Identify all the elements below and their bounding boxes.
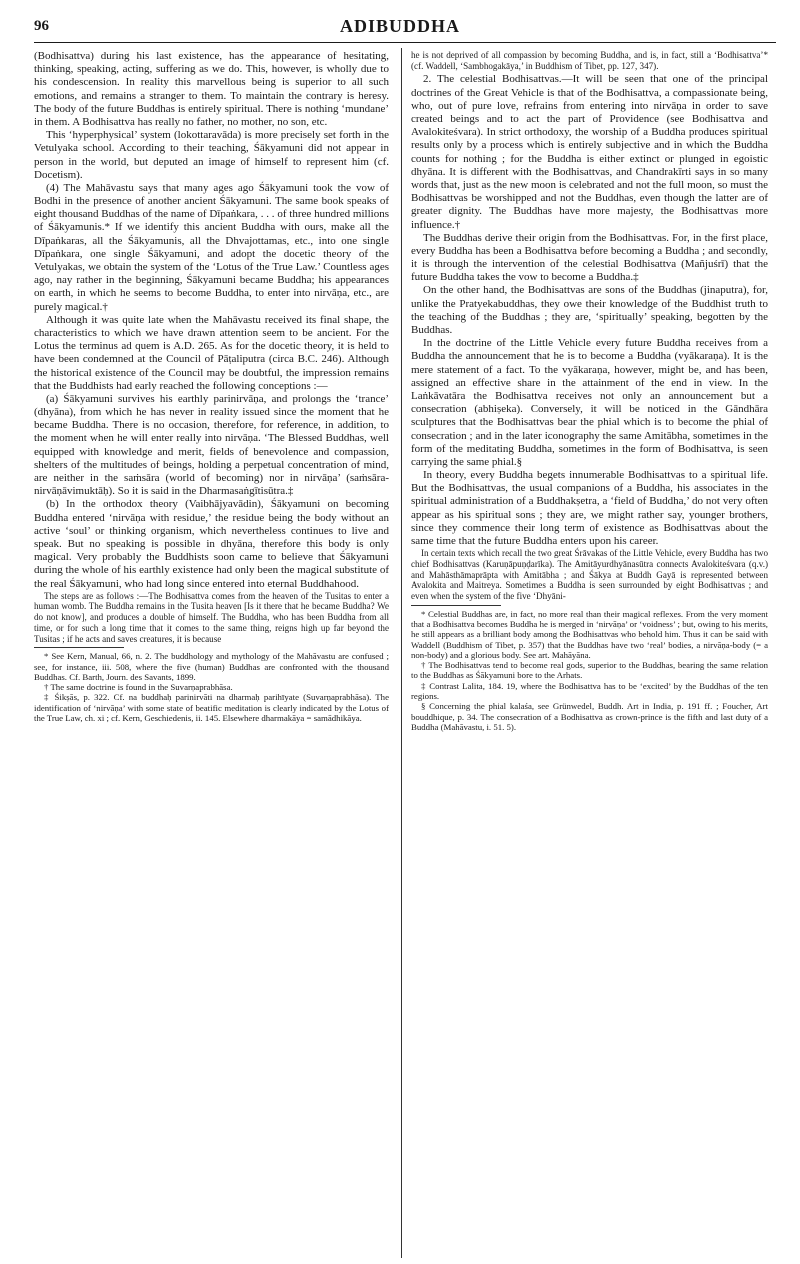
small-print-continuation — [411, 50, 768, 71]
body-paragraph: On the other hand, the Bodhisattvas are sons of the Buddhas (jinaputra), for, unlike the Pratyekabuddhas, they owe their knowledge of the Buddhist truth to the teaching of the Buddhas ; they are, ‘spiritually’ speaking, begotten by the Buddhas. — [411, 284, 768, 336]
footnotes — [34, 651, 389, 723]
right-column — [411, 50, 768, 1256]
footnote: † The same doctrine is found in the Suvarṇaprabhāsa. — [44, 682, 233, 693]
body-paragraph: (Bodhisattva) during his last existence, has the appearance of hesitating, thinking, speaking, acting, suffering as we do. This, however, is wholly due to his condescension. In reality this marvellous being is superior to all such emotions, and remains a stranger to them. To maintain the contrary is heresy. The body of the future Buddhas is entirely spiritual. There is nothing ‘mundane’ in them. A Bodhisattva has really no father, no mother, no son, etc. — [34, 50, 389, 128]
body-paragraph: In theory, every Buddha begets innumerable Bodhisattvas to a spiritual life. But the Bodhisattvas, the usual companions of a Buddha, his associates in the spiritual administration of a Buddhakṣetra, a ‘field of Buddha,’ do not very often appear as his spiritual sons ; they are, we might rather say, younger brothers, since they commence their long term of existence as Bodhisattvas about the same time that the future Buddha enters upon his career. — [411, 469, 768, 547]
body-paragraph: Although it was quite late when the Mahāvastu received its final shape, the characteristics to which we have drawn attention seem to be ancient. For the Lotus the terminus ad quem is A.D. 265. As for the docetic theory, it is held to have been condemned at the Council of Pāṭaliputra (circa B.C. 246). Although the historical existence of the Council may be doubtful, the impression remains that the Buddhists had early reached the following conceptions :— — [34, 313, 389, 392]
header-rule — [34, 42, 776, 43]
small-print-paragraph: he is not deprived of all compassion by becoming Buddha, and is, in fact, still a ‘Bodhisattva’* (cf. Waddell, ‘Sambhogakāya,’ in Buddhism of Tibet, pp. 127, 347). — [411, 50, 768, 71]
footnotes — [411, 609, 768, 732]
body-paragraph: (b) In the orthodox theory (Vaibhājyavādin), Śākyamuni on becoming Buddha entered ‘nirvāṇa with residue,’ the residue being the body without an active ‘soul’ or thinking organism, which nevertheless continues to live and speak. But no speaking is possible in dhyāna, therefore this body is only magical. Very probably the Buddhists soon came to believe that Śākyamuni during the whole of his earthly existence had only been the magical substitute of the real Śākyamuni, who had long since entered into eternal Buddhahood. — [34, 498, 389, 590]
column-divider — [401, 48, 402, 1258]
footnote: * Celestial Buddhas are, in fact, no more real than their magical reflexes. From the very moment that a Bodhisattva becomes Buddha he is merged in ‘nirvāṇa’ or ‘voidness’ ; but, owing to his merits, he still appears as a brilliant body among the Bodhisattvas who behold him. Thus it can be said with Waddell (Buddhism of Tibet, p. 357) that the Buddhas have two ‘real’ bodies, a nirvāṇa-body (= a non-body) and a glorious body. See art. Mahāyāna. — [411, 608, 768, 660]
small-print-block — [411, 548, 768, 602]
body-paragraph: (4) The Mahāvastu says that many ages ago Śākyamuni took the vow of Bodhi in the presence of another ancient Śākyamuni. The same book speaks of eight thousand Buddhas of the name of Dīpaṅkara, . . . of three hundred millions of Śākyamunis.* If we identify this ancient Buddha with ours, make all the Dīpaṅkaras, all the Śākyamunis, all the Dhvajottamas, etc., into one single Dīpaṅkara, one single Śākyamuni, and adopt the docetic theory of the Vetulyakas, we obtain the system of the ‘Lotus of the True Law.’ Countless ages ago, nay rather in the beginning, Śākyamuni became Buddha; his appearances on earth, in which he seems to become Buddha, to enter into nirvāṇa, etc., are purely magical.† — [34, 181, 389, 313]
footnote: ‡ Contrast Lalita, 184. 19, where the Bodhisattva has to be ‘excited’ by the Buddhas of the ten regions. — [411, 680, 768, 702]
footnote-rule — [411, 605, 501, 606]
body-paragraph: (a) Śākyamuni survives his earthly parinirvāṇa, and prolongs the ‘trance’ (dhyāna), from which he has never in reality issued since the moment that he became Buddha. There is no occasion, therefore, for reference, in addition, to the moment when he will enter really into nirvāṇa. ‘The Blessed Buddhas, well equipped with knowledge and merit, fields of benevolence and compassion, shelters of the multitudes of beings, holding a perpetual concentration of mind, are neither in the saṁsāra (world of becoming) nor in nirvāṇa’ (saṁsāra-nirvāṇāvimuktāḥ). So it is said in the Dharmasaṅgītisūtra.‡ — [34, 392, 389, 498]
body-paragraph: The Buddhas derive their origin from the Bodhisattvas. For, in the first place, every Buddha has been a Bodhisattva before becoming a Buddha ; and secondly, it is through the intervention of the celestial Bodhisattva (Mañjuśrī) that the future Buddha takes the vow to become a Buddha.‡ — [411, 231, 768, 284]
page-number: 96 — [34, 18, 49, 34]
body-paragraph: In the doctrine of the Little Vehicle every future Buddha receives from a Buddha the announcement that he is to become a Buddha (vyākaraṇa). It is the mere statement of a fact. To the vyākaraṇa, however, might be, and has been, assigned an effective share in the attainment of the end in view. In the Laṅkāvatāra the Bodhisattva receives not only an announcement but a consecration (abhiṣeka). Conversely, it will be noticed in the Gāndhāra sculptures that the Bodhisattvas bear the phial which is to become the phial of consecration ; and in the later iconography the same Amitābha, sometimes in the form of the meditating Buddha, sometimes in the form of Bodhisattva, is seen carrying the same phial.§ — [411, 337, 768, 468]
left-column — [34, 50, 389, 1256]
footnote: ‡ Śikṣās, p. 322. Cf. na buddhaḥ parinirvāti na dharmaḥ parihīyate (Suvarṇaprabhāsa). The identification of ‘nirvāṇa’ with some state of beatific meditation is clearly indicated by the Lotus of the True Law, ch. xi ; cf. Kern, Geschiedenis, ii. 145. Elsewhere dharmakāya = samādhikāya. — [34, 692, 389, 723]
small-print-paragraph: The steps are as follows :—The Bodhisattva comes from the heaven of the Tusitas to enter a human womb. The Buddha remains in the Tusita heaven [Is it there that he became Buddha? We do not know], and produces a double of himself. The Buddha, who has been Buddha from all time, or for such a long time that it comes to the same thing, reigns high up far beyond the Tusitas ; if he acts and saves creatures, it is because — [34, 590, 389, 644]
body-paragraph: This ‘hyperphysical’ system (lokottaravāda) is more precisely set forth in the Vetulyaka school. According to their teaching, Śākyamuni did not appear in person in the world, but deputed an image of himself to represent him (cf. Docetism). — [34, 129, 389, 181]
footnote-rule — [34, 647, 124, 648]
footnote: § Concerning the phial kalaśa, see Grünwedel, Buddh. Art in India, p. 191 ff. ; Foucher, Art bouddhique, p. 34. The consecration of a Bodhisattva as crown-prince is the fifth and last duty of a Buddha (Mahāvastu, i. 51. 5). — [411, 701, 768, 732]
small-print-block — [34, 591, 389, 645]
body-paragraph: 2. The celestial Bodhisattvas.—It will be seen that one of the principal doctrines of the Great Vehicle is that of the Bodhisattva, a compassionate being, who, out of pure love, refrains from entering into nirvāṇa in order to save created beings and to act the part of Providence (see Bodhisattva and Avalokiteśvara). In strict orthodoxy, the worship of a Buddha produces spiritual results only by a process which is entirely subjective and in which the Buddha counts for nothing ; for the Buddha is either extinct or plunged in egoistic dhyāna. It is different with the Bodhisattvas, and Chandrakīrti says in so many words that, just as the new moon is celebrated and not the full moon, so must the Bodhisattvas be worshipped and not the Buddhas, even though the latter are of greater dignity. The Buddhas have more majesty, the Bodhisattvas more influence.† — [411, 73, 768, 231]
small-print-paragraph: In certain texts which recall the two great Śrāvakas of the Little Vehicle, every Buddha has two chief Bodhisattvas (Karuṇāpuṇḍarīka). The Amitāyurdhyānasūtra connects Avalokiteśvara (q.v.) and Mahāsthāmaprāpta with Amitābha ; and Śākya at Buddh Gayā is represented between Avalokita and Maitreya. Sometimes a Buddha is seen surrounded by eight Bodhisattvas ; and even when the system of the five ‘Dhyāni- — [411, 548, 768, 602]
running-title: ADIBUDDHA — [339, 16, 460, 36]
footnote: † The Bodhisattvas tend to become real gods, superior to the Buddhas, bearing the same relation to the Buddhas as Śākyamuni bore to the Arhats. — [411, 660, 768, 681]
footnote: * See Kern, Manual, 66, n. 2. The buddhology and mythology of the Mahāvastu are confused ; see, for instance, iii. 508, where the five (human) Buddhas are confronted with the thousand Buddhas. Cf. Barth, Journ. des Savants, 1899. — [34, 651, 389, 682]
